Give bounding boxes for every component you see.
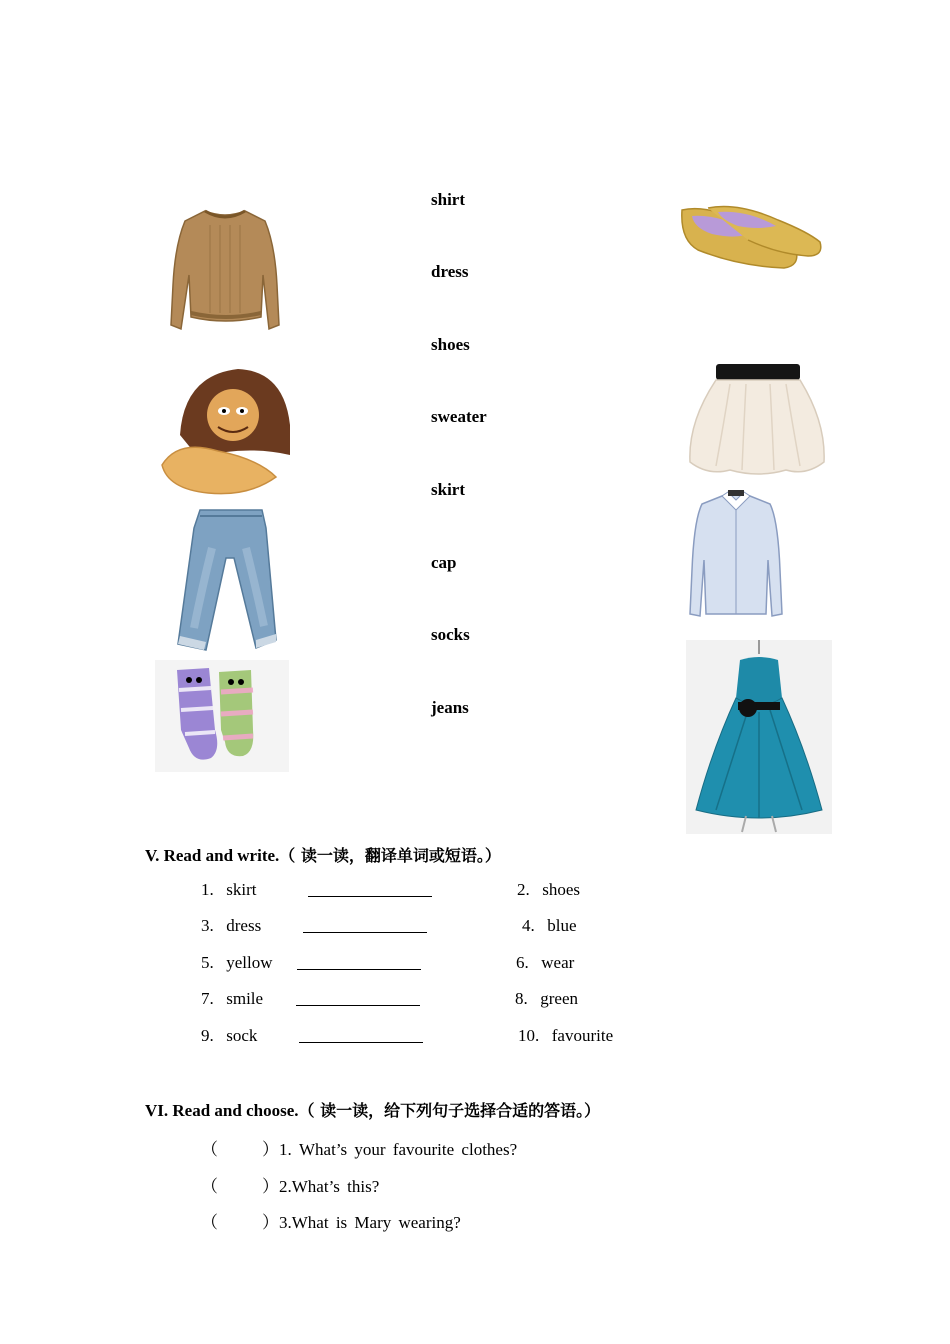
sweater-picture <box>165 205 285 335</box>
section-5-title-cn: （ 读一读，翻译单词或短语。） <box>279 846 501 865</box>
shoes-picture <box>678 200 826 272</box>
section-6-title-en: VI. Read and choose. <box>145 1101 299 1120</box>
answer-blank-7[interactable] <box>296 1005 420 1006</box>
choose-question-1: （ ）1. What’s your favourite clothes? <box>201 1140 518 1159</box>
write-item-9: 9. sock <box>201 1026 258 1045</box>
jeans-picture <box>172 508 282 654</box>
answer-blank-5[interactable] <box>297 969 421 970</box>
socks-picture <box>155 660 289 772</box>
question-text: 2.What’s this? <box>279 1177 380 1196</box>
word-cap: cap <box>431 553 457 572</box>
choose-question-3: （ ）3.What is Mary wearing? <box>201 1213 461 1232</box>
word-dress: dress <box>431 262 469 281</box>
write-item-6: 6. wear <box>516 953 575 972</box>
answer-blank-3[interactable] <box>303 932 427 933</box>
section-5-title <box>145 843 501 866</box>
word-shoes: shoes <box>431 335 470 354</box>
word-shirt: shirt <box>431 190 465 209</box>
dress-picture <box>686 640 832 834</box>
word-socks: socks <box>431 625 470 644</box>
word-sweater: sweater <box>431 407 487 426</box>
shirt-picture <box>688 490 784 618</box>
answer-bracket-open[interactable]: （ <box>201 1140 218 1159</box>
write-item-3: 3. dress <box>201 916 262 935</box>
cap-picture <box>158 365 293 497</box>
answer-bracket-open[interactable]: （ <box>201 1177 218 1196</box>
word-skirt: skirt <box>431 480 465 499</box>
write-item-1: 1. skirt <box>201 880 257 899</box>
question-text: 3.What is Mary wearing? <box>279 1213 461 1232</box>
question-text: 1. What’s your favourite clothes? <box>279 1140 518 1159</box>
write-item-4: 4. blue <box>522 916 577 935</box>
section-6-title-cn: （ 读一读，给下列句子选择合适的答语。） <box>298 1101 601 1120</box>
answer-blank-9[interactable] <box>299 1042 423 1043</box>
section-6-title <box>145 1098 600 1121</box>
answer-bracket-open[interactable]: （ <box>201 1213 218 1232</box>
write-item-2: 2. shoes <box>517 880 581 899</box>
skirt-picture <box>686 362 830 478</box>
write-item-5: 5. yellow <box>201 953 273 972</box>
choose-question-2: （ ）2.What’s this? <box>201 1177 380 1196</box>
word-jeans: jeans <box>431 698 469 717</box>
write-item-8: 8. green <box>515 989 579 1008</box>
write-item-7: 7. smile <box>201 989 264 1008</box>
section-5-title-en: V. Read and write. <box>145 846 280 865</box>
answer-blank-1[interactable] <box>308 896 432 897</box>
write-item-10: 10. favourite <box>518 1026 614 1045</box>
